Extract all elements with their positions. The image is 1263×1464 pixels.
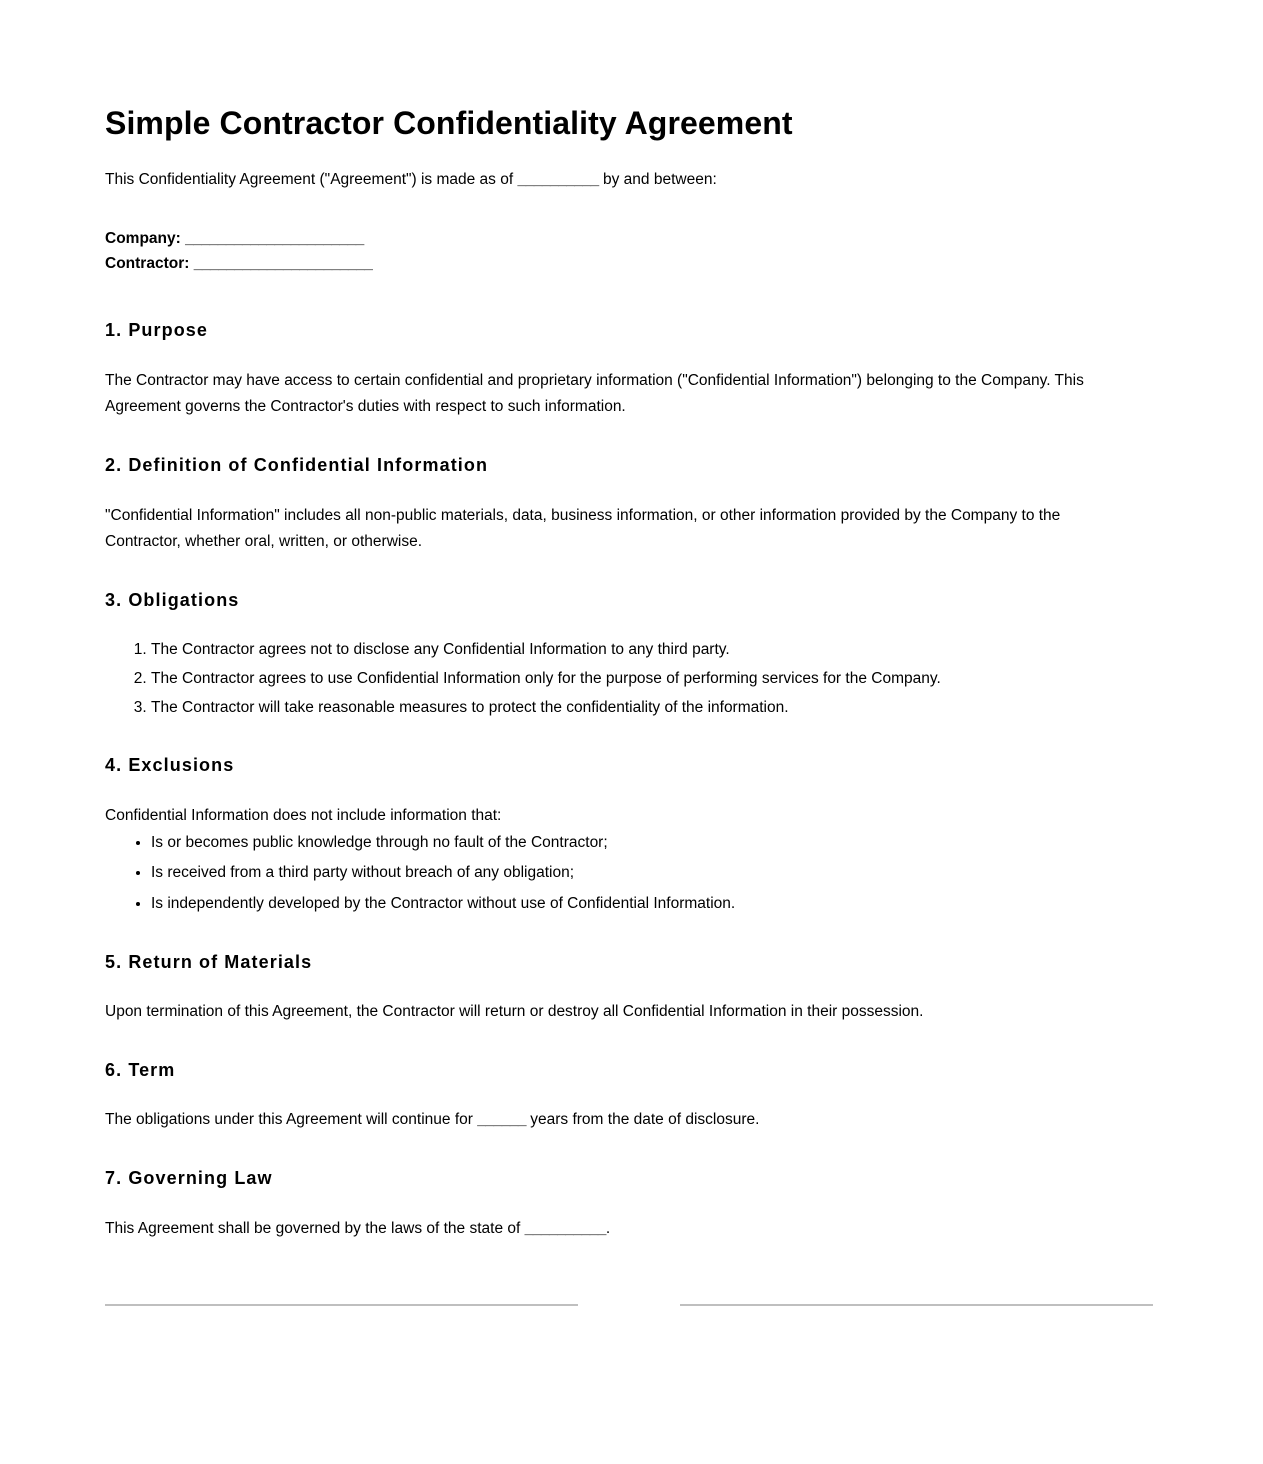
section-heading-exclusions: 4. Exclusions [105,755,235,776]
section-purpose [105,320,1158,421]
list-item: 3. The Contractor will take reasonable measures to protect the confidentiality of the information. [151,695,1158,722]
section-heading-obligations: 3. Obligations [105,589,240,610]
intro-text-before-blank: This Confidentiality Agreement ("Agreement") is made as of [105,170,518,188]
section-heading-definition: 2. Definition of Confidential Information [105,454,489,475]
list-item: • Is or becomes public knowledge through no fault of the Contractor; [151,830,1158,857]
governing-law-text-after-blank: . [605,1219,611,1237]
section-body-purpose: The Contractor may have access to certain confidential and proprietary information ("Confidential Information") belonging to the Company. This Agreement governs the Contractor's duties with respect to such information. [105,371,1084,416]
company-name-blank[interactable]: ______________________ [185,229,364,247]
party-row-company [105,226,1158,251]
section-heading-purpose: 1. Purpose [105,320,209,341]
list-item: 1. The Contractor agrees not to disclose any Confidential Information to any third party. [151,637,1158,664]
intro-paragraph [105,168,1158,192]
section-body-definition: "Confidential Information" includes all non-public materials, data, business information, or other information provided by the Company to the Contractor, whether oral, written, or otherwise. [105,506,1061,551]
governing-law-state-blank[interactable]: __________ [524,1219,606,1237]
section-governing-law [105,1168,1158,1242]
exclusions-lead-in: Confidential Information does not include information that: [105,807,502,824]
section-heading-governing-law: 7. Governing Law [105,1168,273,1189]
section-body-return-of-materials: Upon termination of this Agreement, the Contractor will return or destroy all Confidential Information in their possession. [105,1003,924,1021]
section-exclusions [105,755,1158,917]
section-term [105,1060,1158,1134]
intro-text-after-blank: by and between: [598,170,717,188]
contractor-label: Contractor: [105,254,190,272]
term-years-blank[interactable]: ______ [477,1111,526,1129]
contractor-name-blank[interactable]: ______________________ [193,254,373,272]
list-item: 2. The Contractor agrees to use Confidential Information only for the purpose of performing services for the Company. [151,666,1158,693]
section-heading-return-of-materials: 5. Return of Materials [105,951,313,972]
section-heading-term: 6. Term [105,1059,176,1080]
party-block [105,226,1158,276]
section-definition [105,455,1158,556]
party-row-contractor [105,251,1158,276]
section-body-term [105,1107,1125,1134]
bottom-spacer [105,1306,1158,1456]
list-item: • Is received from a third party without breach of any obligation; [151,860,1158,887]
term-text-before-blank: The obligations under this Agreement will continue for [105,1111,478,1129]
list-item: • Is independently developed by the Contractor without use of Confidential Information. [151,891,1158,918]
signature-line-contractor[interactable] [680,1304,1153,1306]
section-body-governing-law [105,1216,1125,1243]
company-label: Company: [105,229,181,247]
governing-law-text-before-blank: This Agreement shall be governed by the laws of the state of [105,1219,525,1237]
section-return-of-materials [105,952,1158,1026]
agreement-date-blank[interactable]: __________ [517,170,599,188]
obligations-list [105,637,1158,721]
term-text-after-blank: years from the date of disclosure. [525,1111,760,1129]
signature-line-company[interactable] [105,1304,578,1306]
section-obligations [105,590,1158,722]
exclusions-list [105,830,1158,918]
document-title: Simple Contractor Confidentiality Agreement [105,105,793,141]
